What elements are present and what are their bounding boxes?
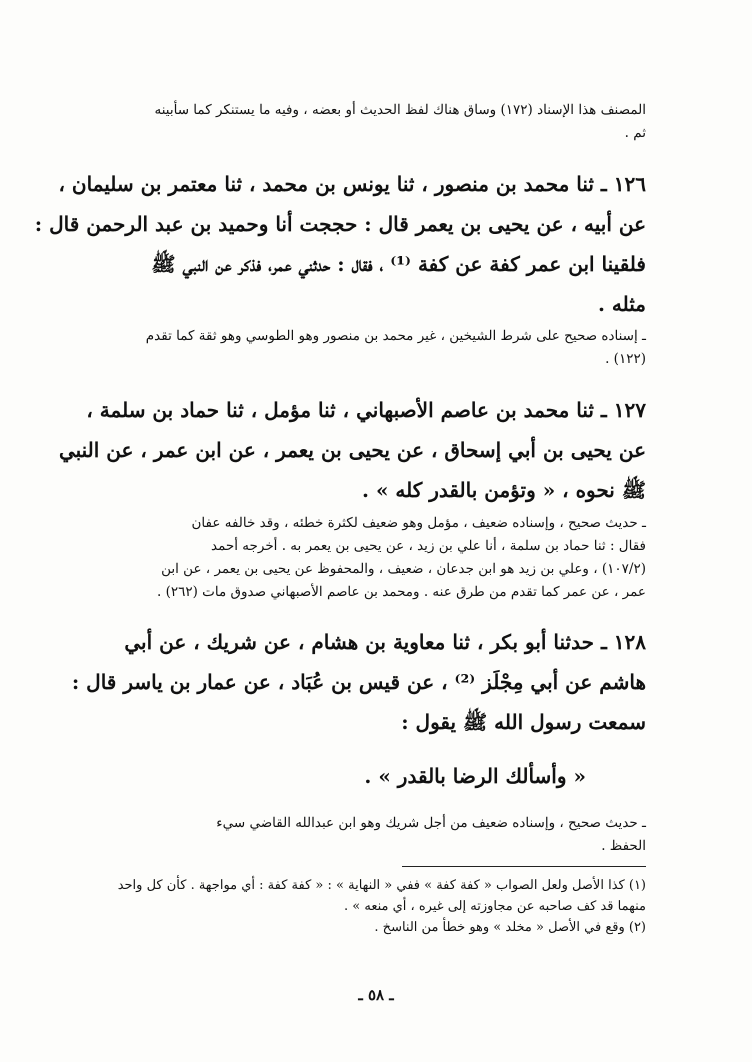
footnote-line: (٢) وقع في الأصل « مخلد » وهو خطأ من الناسخ . [374, 920, 646, 935]
text-line: ﷺ نحوه ، « وتؤمن بالقدر كله » . [362, 478, 646, 502]
footnotes [108, 875, 646, 938]
text-line: عن أبيه ، عن يحيى بن يعمر قال : حججت أنا وحميد بن عبد الرحمن قال : [34, 212, 646, 236]
text-line: ١٢٧ ـ ثنا محمد بن عاصم الأصبهاني ، ثنا مؤمل ، ثنا حماد بن سلمة ، [86, 398, 646, 422]
text-line: (١٠٧/٢) ، وعلي بن زيد هو ابن جدعان ، ضعيف ، والمحفوظ عن يحيى بن يعمر ، عن ابن [161, 561, 646, 577]
text-line: ـ إسناده صحيح على شرط الشيخين ، غير محمد بن منصور وهو الطوسي وهو ثقة كما تقدم [145, 328, 646, 344]
text-line: الحفظ . [601, 838, 646, 854]
text-line: (١٢٢) . [605, 351, 646, 367]
page-number: ـ ٥٨ ـ [358, 986, 394, 1004]
text-line: سمعت رسول الله ﷺ يقول : [401, 710, 646, 734]
commentary-126 [108, 325, 646, 371]
text-line: ١٢٨ ـ حدثنا أبو بكر ، ثنا معاوية بن هشام ، عن شريك ، عن أبي [124, 630, 646, 654]
text-line: ١٢٦ ـ ثنا محمد بن منصور ، ثنا يونس بن محمد ، ثنا معتمر بن سليمان ، [58, 172, 646, 196]
footnote-line: (١) كذا الأصل ولعل الصواب « كفة كفة » ففي « النهاية » : « كفة كفة : أي مواجهة . كأن كل واحد [117, 878, 646, 893]
hadith-126 [34, 164, 646, 324]
hadith-127 [58, 390, 646, 510]
continuation-paragraph [108, 99, 646, 145]
hadith-128 [71, 622, 646, 742]
text-line: عمر ، عن عمر كما تقدم من طرق عنه . ومحمد بن عاصم الأصبهاني صدوق مات (٢٦٢) . [156, 584, 646, 600]
text-line: ثم . [624, 125, 646, 141]
text-line: عن يحيى بن أبي إسحاق ، عن يحيى بن يعمر ، عن ابن عمر ، عن النبي [58, 438, 646, 462]
text-line: ـ حديث صحيح ، وإسناده ضعيف ، مؤمل وهو ضعيف لكثرة خطئه ، وقد خالفه عفان [191, 515, 646, 531]
text-line: فقال : ثنا حماد بن سلمة ، أنا علي بن زيد ، عن يحيى بن يعمر به . أخرجه أحمد [211, 538, 646, 554]
commentary-127 [108, 512, 646, 604]
text-line: « وأسألك الرضا بالقدر » . [364, 764, 586, 788]
commentary-128 [108, 812, 646, 858]
text-line: ـ حديث صحيح ، وإسناده ضعيف من أجل شريك وهو ابن عبدالله القاضي سيء [216, 815, 646, 831]
text-line: هاشم عن أبي مِجْلَز ⁽²⁾ ، عن قيس بن عُبَاد ، عن عمار بن ياسر قال : [71, 670, 646, 694]
footnote-line: منهما قد كف صاحبه عن مجاوزته إلى غيره ، أي منعه » . [344, 899, 646, 914]
text-line: فلقينا ابن عمر كفة عن كفة ⁽¹⁾ ، فقال : حدثني عمر، فذكر عن النبي ﷺ [151, 252, 646, 276]
footnote-divider [402, 866, 646, 867]
text-line: المصنف هذا الإسناد (١٧٢) وساق هناك لفظ الحديث أو بعضه ، وفيه ما يستنكر كما سأبينه [154, 102, 646, 118]
text-line: مثله . [597, 292, 646, 316]
hadith-128-text [108, 756, 646, 796]
